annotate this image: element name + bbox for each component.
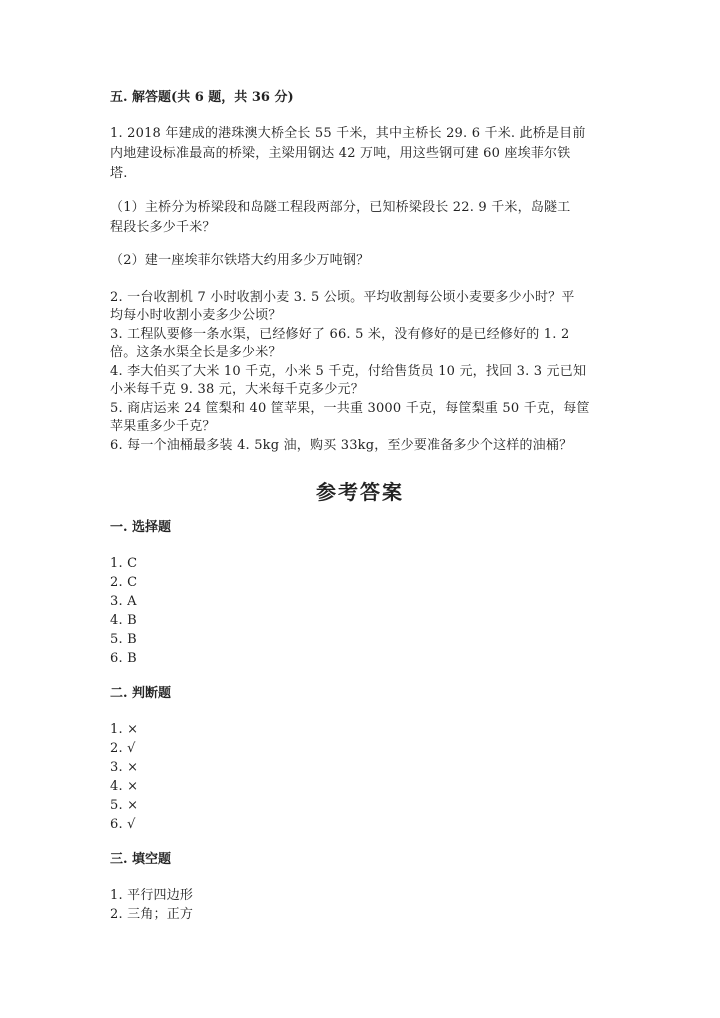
q4-line-2: 小米每千克 9. 38 元，大米每千克多少元？ bbox=[110, 382, 364, 397]
q1-line-2: 内地建设标准最高的桥梁，主梁用钢达 42 万吨，用这些钢可建 60 座埃菲尔铁 bbox=[110, 146, 571, 161]
q1-line-3: 塔. bbox=[110, 166, 128, 181]
q5-line-2: 苹果重多少千克？ bbox=[110, 419, 216, 434]
answer-item: 3. × bbox=[110, 760, 139, 775]
answer-item: 5. × bbox=[110, 798, 139, 813]
q1-sub1-line-1: （1）主桥分为桥梁段和岛隧工程段两部分，已知桥梁段长 22. 9 千米，岛隧工 bbox=[110, 200, 571, 215]
answers-section3-heading: 三. 填空题 bbox=[110, 852, 172, 867]
q1-line-1: 1. 2018 年建成的港珠澳大桥全长 55 千米，其中主桥长 29. 6 千米. 此桥是目前 bbox=[110, 126, 586, 141]
answer-item: 5. B bbox=[110, 632, 137, 647]
section-heading-part5: 五. 解答题(共 6 题，共 36 分) bbox=[110, 90, 294, 105]
answers-section2-heading: 二. 判断题 bbox=[110, 686, 172, 701]
q1-sub1-line-2: 程段长多少千米？ bbox=[110, 220, 216, 235]
q1-sub2: （2）建一座埃菲尔铁塔大约用多少万吨钢？ bbox=[110, 253, 370, 268]
answers-section1-heading: 一. 选择题 bbox=[110, 520, 172, 535]
answer-item: 4. × bbox=[110, 779, 139, 794]
answer-item: 1. C bbox=[110, 556, 138, 571]
answer-item: 6. √ bbox=[110, 817, 136, 832]
q2-line-2: 均每小时收割小麦多少公顷？ bbox=[110, 308, 282, 323]
answer-item: 2. C bbox=[110, 575, 138, 590]
answer-item: 3. A bbox=[110, 594, 137, 609]
q3-line-2: 倍。这条水渠全长是多少米？ bbox=[110, 345, 282, 360]
answer-item: 4. B bbox=[110, 613, 137, 628]
answer-item: 2. √ bbox=[110, 741, 136, 756]
q2-line-1: 2. 一台收割机 7 小时收割小麦 3. 5 公顷。平均收割每公顷小麦要多少小时？平 bbox=[110, 290, 575, 305]
q5-line-1: 5. 商店运来 24 筐梨和 40 筐苹果，一共重 3000 千克，每筐梨重 50 千克，每筐 bbox=[110, 401, 590, 416]
answer-item: 1. × bbox=[110, 722, 139, 737]
q6-line: 6. 每一个油桶最多装 4. 5kg 油，购买 33kg，至少要准备多少个这样的油桶？ bbox=[110, 438, 573, 453]
answer-key-title: 参考答案 bbox=[316, 480, 404, 504]
q3-line-1: 3. 工程队要修一条水渠，已经修好了 66. 5 米，没有修好的是已经修好的 1. 2 bbox=[110, 327, 570, 342]
answer-item: 6. B bbox=[110, 651, 137, 666]
answer-item: 1. 平行四边形 bbox=[110, 888, 194, 903]
q4-line-1: 4. 李大伯买了大米 10 千克，小米 5 千克，付给售货员 10 元，找回 3. 3 元已知 bbox=[110, 364, 587, 379]
answer-item: 2. 三角；正方 bbox=[110, 907, 194, 922]
